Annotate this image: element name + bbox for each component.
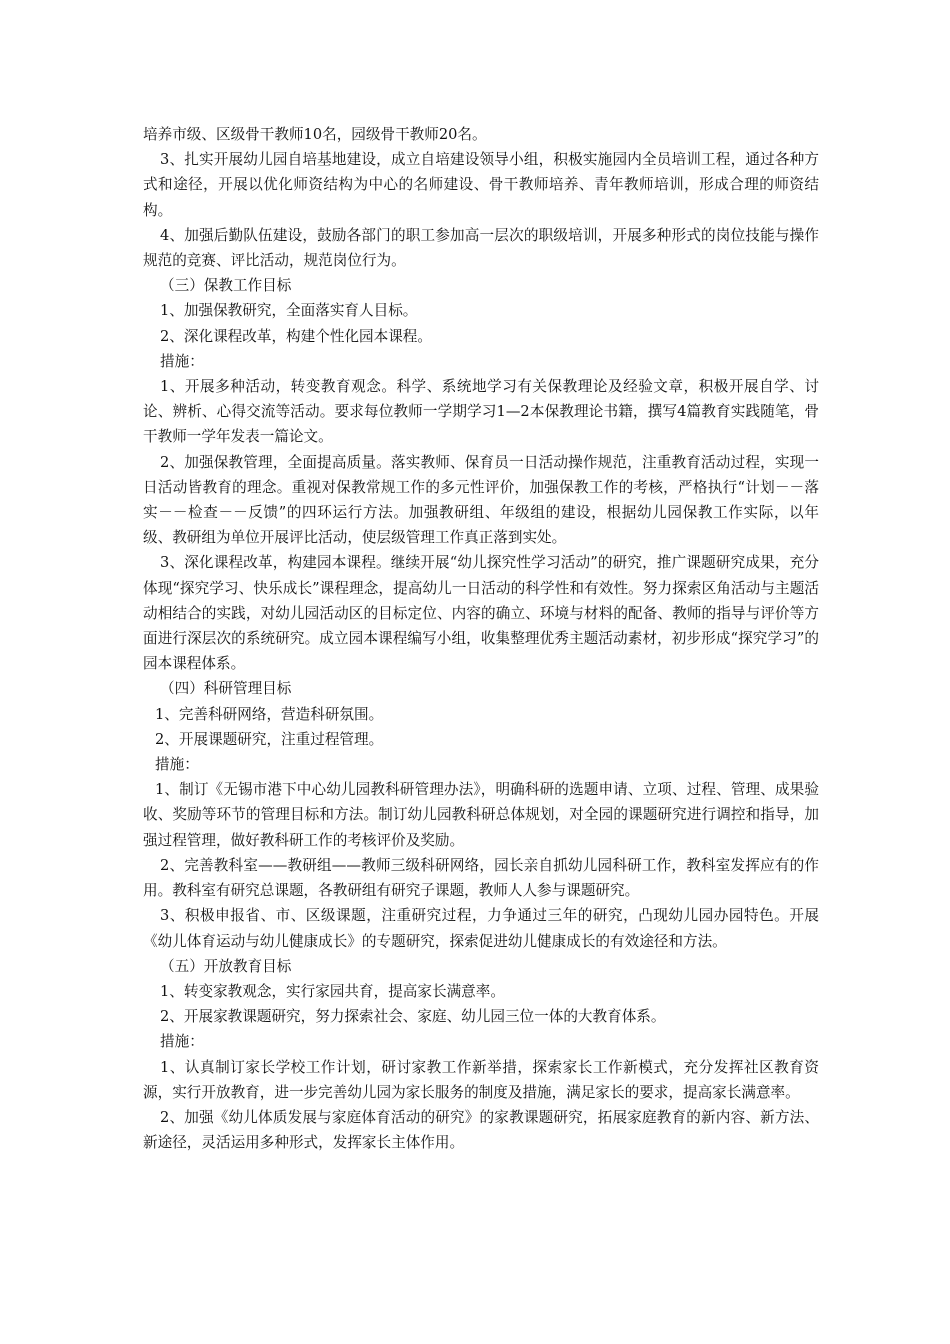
measure-paragraph: 2、加强保教管理，全面提高质量。落实教师、保育员一日活动操作规范，注重教育活动过程，实现一日活动皆教育的理念。重视对保教常规工作的多元性评价，加强保教工作的考核，严格执行“计划－－落实－－检查－－反馈”的四环运行方法。加强教研组、年级组的建设，根据幼儿园保教工作实际，以年级、教研组为单位开展评比活动，使层级管理工作真正落到实处。 (143, 453, 819, 547)
section-heading-care-education: （三）保教工作目标 (160, 277, 292, 295)
paragraph-self-training-base: 3、扎实开展幼儿园自培基地建设，成立自培建设领导小组，积极实施园内全员培训工程，通过各种方式和途径，开展以优化师资结构为中心的名师建设、骨干教师培养、青年教师培训，形成合理的师资结构。 (143, 151, 819, 219)
goal-item: 1、转变家教观念，实行家园共育，提高家长满意率。 (160, 982, 505, 1000)
measures-label: 措施： (155, 756, 199, 774)
measure-paragraph: 2、完善教科室——教研组——教师三级科研网络，园长亲自抓幼儿园科研工作，教科室发挥应有的作用。教科室有研究总课题，各教研组有研究子课题，教师人人参与课题研究。 (143, 856, 819, 900)
goal-item: 1、加强保教研究，全面落实育人目标。 (160, 302, 418, 320)
goal-item: 2、开展课题研究，注重过程管理。 (155, 730, 384, 748)
paragraph-logistics-team: 4、加强后勤队伍建设，鼓励各部门的职工参加高一层次的职级培训，开展多种形式的岗位技能与操作规范的竞赛、评比活动，规范岗位行为。 (143, 226, 819, 270)
goal-item: 2、深化课程改革，构建个性化园本课程。 (160, 327, 432, 345)
paragraph-teacher-target-continued: 培养市级、区级骨干教师10名，园级骨干教师20名。 (143, 126, 487, 143)
section-heading-research-management: （四）科研管理目标 (160, 680, 292, 698)
measure-paragraph: 1、开展多种活动，转变教育观念。科学、系统地学习有关保教理论及经验文章，积极开展自学、讨论、辨析、心得交流等活动。要求每位教师一学期学习1—2本保教理论书籍，撰写4篇教育实践随笔，骨干教师一学年发表一篇论文。 (143, 378, 819, 446)
document-page (143, 122, 819, 1155)
measure-paragraph: 1、认真制订家长学校工作计划，研讨家教工作新举措，探索家长工作新模式，充分发挥社区教育资源，实行开放教育，进一步完善幼儿园为家长服务的制度及措施，满足家长的要求，提高家长满意率。 (143, 1058, 819, 1101)
measure-paragraph: 1、制订《无锡市港下中心幼儿园教科研管理办法》，明确科研的选题申请、立项、过程、管理、成果验收、奖励等环节的管理目标和方法。制订幼儿园教科研总体规划，对全园的课题研究进行调控和指导，加强过程管理，做好教科研工作的考核评价及奖励。 (143, 781, 819, 849)
section-heading-open-education: （五）开放教育目标 (160, 957, 292, 975)
measures-label: 措施： (160, 352, 204, 370)
goal-item: 1、完善科研网络，营造科研氛围。 (155, 705, 384, 723)
goal-item: 2、开展家教课题研究，努力探索社会、家庭、幼儿园三位一体的大教育体系。 (160, 1008, 666, 1026)
measure-paragraph: 3、积极申报省、市、区级课题，注重研究过程，力争通过三年的研究，凸现幼儿园办园特色。开展《幼儿体育运动与幼儿健康成长》的专题研究，探索促进幼儿健康成长的有效途径和方法。 (143, 907, 819, 950)
measures-label: 措施： (160, 1033, 204, 1051)
measure-paragraph: 3、深化课程改革，构建园本课程。继续开展“幼儿探究性学习活动”的研究，推广课题研究成果，充分体现“探究学习、快乐成长”课程理念，提高幼儿一日活动的科学性和有效性。努力探索区角活动与主题活动相结合的实践，对幼儿园活动区的目标定位、内容的确立、环境与材料的配备、教师的指导与评价等方面进行深层次的系统研究。成立园本课程编写小组，收集整理优秀主题活动素材，初步形成“探究学习”的园本课程体系。 (143, 554, 819, 673)
measure-paragraph: 2、加强《幼儿体质发展与家庭体育活动的研究》的家教课题研究，拓展家庭教育的新内容、新方法、新途径，灵活运用多种形式，发挥家长主体作用。 (143, 1108, 819, 1152)
